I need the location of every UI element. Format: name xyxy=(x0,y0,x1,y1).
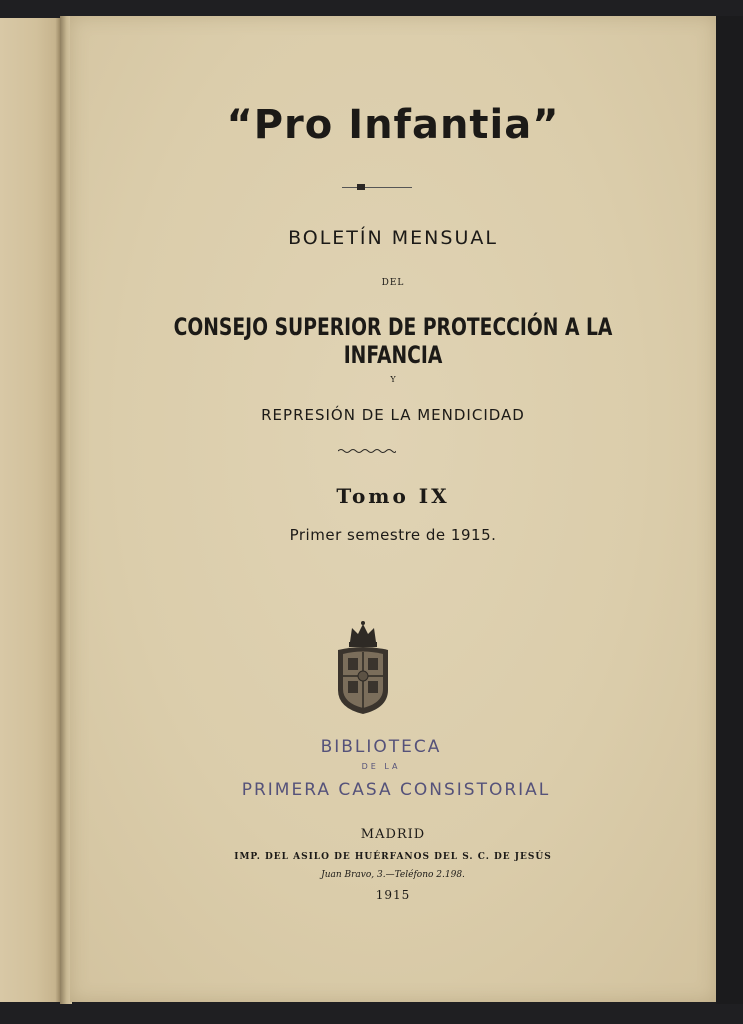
coat-of-arms-icon xyxy=(332,620,394,716)
wavy-divider xyxy=(338,448,396,454)
library-stamp-line1: BIBLIOTECA xyxy=(320,737,442,757)
publication-year: 1915 xyxy=(375,888,411,902)
volume-label: Tomo IX xyxy=(336,484,450,508)
ornament-rule xyxy=(342,187,412,190)
repression-line: REPRESIÓN DE LA MENDICIDAD xyxy=(261,406,525,424)
connector-y: Y xyxy=(390,375,396,384)
library-stamp-line3: PRIMERA CASA CONSISTORIAL xyxy=(241,780,551,800)
semester-label: Primer semestre de 1915. xyxy=(289,526,497,544)
printer-address: Juan Bravo, 3.—Teléfono 2.198. xyxy=(321,870,465,880)
printer: IMP. DEL ASILO DE HUÉRFANOS DEL S. C. DE JESÚS xyxy=(234,852,552,862)
library-stamp-line2: DE LA xyxy=(361,762,401,771)
council-name: CONSEJO SUPERIOR DE PROTECCIÓN A LA INFANCIA xyxy=(173,313,613,369)
page-title: “Pro Infantia” xyxy=(226,102,560,148)
scan-background xyxy=(716,16,743,1004)
city: MADRID xyxy=(360,827,426,842)
subtitle: BOLETÍN MENSUAL xyxy=(288,227,498,249)
title-page xyxy=(70,16,716,1002)
connector-del: DEL xyxy=(381,278,405,288)
left-facing-page xyxy=(0,18,61,1002)
ornament-dot xyxy=(357,184,365,190)
